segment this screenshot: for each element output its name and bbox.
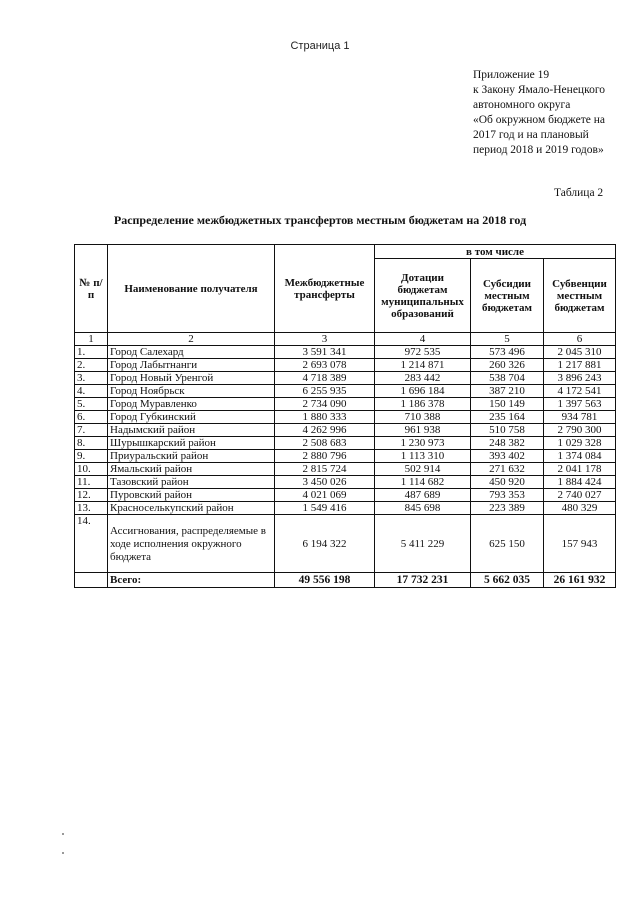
subsidies-value: 260 326 <box>471 359 544 372</box>
scan-speck <box>62 852 64 854</box>
transfers-value: 3 450 026 <box>275 476 375 489</box>
total-row <box>75 573 616 588</box>
subventions-value: 1 029 328 <box>544 437 616 450</box>
header-subsidies: Субсидии местным бюджетам <box>471 259 544 333</box>
transfers-value: 2 880 796 <box>275 450 375 463</box>
transfers-value: 2 693 078 <box>275 359 375 372</box>
transfers-value: 2 508 683 <box>275 437 375 450</box>
subsidies-value: 393 402 <box>471 450 544 463</box>
subsidies-value: 223 389 <box>471 502 544 515</box>
row-number: 13. <box>75 502 108 515</box>
grants-value: 961 938 <box>375 424 471 437</box>
subventions-value: 2 045 310 <box>544 346 616 359</box>
table-row <box>75 489 616 502</box>
subventions-value: 1 884 424 <box>544 476 616 489</box>
grants-value: 972 535 <box>375 346 471 359</box>
table-label: Таблица 2 <box>554 187 604 199</box>
subventions-value: 1 374 084 <box>544 450 616 463</box>
row-number: 7. <box>75 424 108 437</box>
subsidies-value: 271 632 <box>471 463 544 476</box>
subventions-value: 1 217 881 <box>544 359 616 372</box>
subventions-value: 2 041 178 <box>544 463 616 476</box>
header-num: № п/п <box>75 245 108 333</box>
transfers-value: 3 591 341 <box>275 346 375 359</box>
row-number: 1. <box>75 346 108 359</box>
grants-value: 1 113 310 <box>375 450 471 463</box>
appendix-line: к Закону Ямало-Ненецкого <box>473 84 606 96</box>
row-number: 14. <box>75 515 108 573</box>
column-number: 2 <box>108 333 275 346</box>
subsidies-value: 235 164 <box>471 411 544 424</box>
subsidies-value: 450 920 <box>471 476 544 489</box>
column-number: 4 <box>375 333 471 346</box>
recipient-name: Пуровский район <box>108 489 275 502</box>
scan-speck <box>62 833 64 835</box>
grants-value: 710 388 <box>375 411 471 424</box>
total-subventions: 26 161 932 <box>544 573 616 588</box>
recipient-name: Ассигнования, распределяемые в ходе исполнения окружного бюджета <box>108 515 275 573</box>
total-num-cell <box>75 573 108 588</box>
recipient-name: Красноселькупский район <box>108 502 275 515</box>
column-number: 1 <box>75 333 108 346</box>
table-row <box>75 463 616 476</box>
table-row <box>75 359 616 372</box>
table-row <box>75 424 616 437</box>
transfers-value: 4 718 389 <box>275 372 375 385</box>
row-number: 10. <box>75 463 108 476</box>
subsidies-value: 625 150 <box>471 515 544 573</box>
grants-value: 5 411 229 <box>375 515 471 573</box>
subventions-value: 934 781 <box>544 411 616 424</box>
document-title: Распределение межбюджетных трансфертов местным бюджетам на 2018 год <box>113 213 527 227</box>
row-number: 2. <box>75 359 108 372</box>
subsidies-value: 573 496 <box>471 346 544 359</box>
total-subsidies: 5 662 035 <box>471 573 544 588</box>
total-transfers: 49 556 198 <box>275 573 375 588</box>
subsidies-value: 538 704 <box>471 372 544 385</box>
row-number: 9. <box>75 450 108 463</box>
recipient-name: Город Ноябрьск <box>108 385 275 398</box>
row-number: 12. <box>75 489 108 502</box>
grants-value: 487 689 <box>375 489 471 502</box>
appendix-line: Приложение 19 <box>473 69 550 81</box>
table-row <box>75 450 616 463</box>
table-row <box>75 411 616 424</box>
transfers-value: 1 880 333 <box>275 411 375 424</box>
table-row <box>75 398 616 411</box>
header-including: в том числе <box>375 245 616 259</box>
transfers-value: 4 021 069 <box>275 489 375 502</box>
recipient-name: Ямальский район <box>108 463 275 476</box>
column-number: 5 <box>471 333 544 346</box>
table-row <box>75 476 616 489</box>
transfers-value: 6 194 322 <box>275 515 375 573</box>
grants-value: 502 914 <box>375 463 471 476</box>
appendix-block <box>473 68 633 158</box>
total-label: Всего: <box>108 573 275 588</box>
grants-value: 1 186 378 <box>375 398 471 411</box>
recipient-name: Город Муравленко <box>108 398 275 411</box>
subventions-value: 2 740 027 <box>544 489 616 502</box>
recipient-name: Шурышкарский район <box>108 437 275 450</box>
recipient-name: Город Губкинский <box>108 411 275 424</box>
column-number: 6 <box>544 333 616 346</box>
subventions-value: 1 397 563 <box>544 398 616 411</box>
grants-value: 1 114 682 <box>375 476 471 489</box>
transfers-value: 4 262 996 <box>275 424 375 437</box>
transfers-value: 6 255 935 <box>275 385 375 398</box>
transfers-value: 2 734 090 <box>275 398 375 411</box>
subventions-value: 480 329 <box>544 502 616 515</box>
row-number: 8. <box>75 437 108 450</box>
table-row <box>75 502 616 515</box>
subsidies-value: 793 353 <box>471 489 544 502</box>
row-number: 5. <box>75 398 108 411</box>
subventions-value: 157 943 <box>544 515 616 573</box>
row-number: 3. <box>75 372 108 385</box>
grants-value: 1 214 871 <box>375 359 471 372</box>
grants-value: 283 442 <box>375 372 471 385</box>
recipient-name: Тазовский район <box>108 476 275 489</box>
recipient-name: Город Лабытнанги <box>108 359 275 372</box>
recipient-name: Надымский район <box>108 424 275 437</box>
subventions-value: 3 896 243 <box>544 372 616 385</box>
table-row <box>75 437 616 450</box>
table-row <box>75 346 616 359</box>
transfers-table <box>74 244 616 588</box>
row-number: 11. <box>75 476 108 489</box>
grants-value: 845 698 <box>375 502 471 515</box>
subventions-value: 4 172 541 <box>544 385 616 398</box>
appendix-line: 2017 год и на плановый <box>473 129 589 141</box>
header-subventions: Субвенции местным бюджетам <box>544 259 616 333</box>
subsidies-value: 387 210 <box>471 385 544 398</box>
subventions-value: 2 790 300 <box>544 424 616 437</box>
appendix-line: период 2018 и 2019 годов» <box>473 144 604 156</box>
table-row <box>75 385 616 398</box>
header-grants: Дотации бюджетам муниципальных образований <box>375 259 471 333</box>
header-name: Наименование получателя <box>108 245 275 333</box>
subsidies-value: 248 382 <box>471 437 544 450</box>
recipient-name: Приуральский район <box>108 450 275 463</box>
grants-value: 1 696 184 <box>375 385 471 398</box>
transfers-value: 2 815 724 <box>275 463 375 476</box>
appendix-line: автономного округа <box>473 99 571 111</box>
transfers-value: 1 549 416 <box>275 502 375 515</box>
column-number-row <box>75 333 616 346</box>
subsidies-value: 510 758 <box>471 424 544 437</box>
total-grants: 17 732 231 <box>375 573 471 588</box>
page-label: Страница 1 <box>290 40 350 52</box>
appendix-line: «Об окружном бюджете на <box>473 114 605 126</box>
recipient-name: Город Салехард <box>108 346 275 359</box>
column-number: 3 <box>275 333 375 346</box>
header-transfers: Межбюджетные трансферты <box>275 245 375 333</box>
recipient-name: Город Новый Уренгой <box>108 372 275 385</box>
subsidies-value: 150 149 <box>471 398 544 411</box>
row-number: 4. <box>75 385 108 398</box>
grants-value: 1 230 973 <box>375 437 471 450</box>
row-number: 6. <box>75 411 108 424</box>
table-row <box>75 372 616 385</box>
allocation-row <box>75 515 616 573</box>
